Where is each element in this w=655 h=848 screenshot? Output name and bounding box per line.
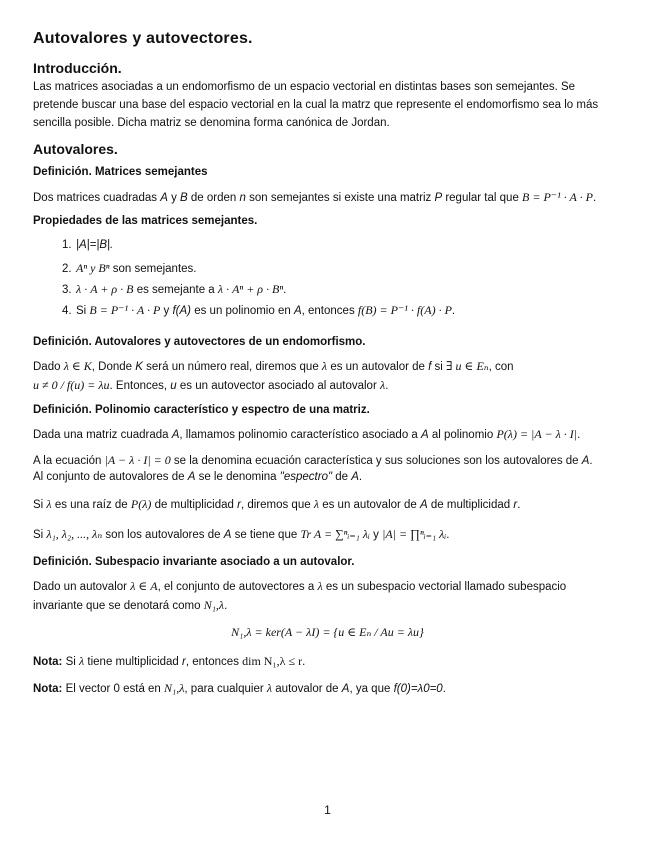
text-span: , para cualquier	[184, 683, 267, 695]
text-span: es un polinomio en	[191, 305, 294, 317]
def-subespacio-line-1	[33, 579, 566, 594]
formula: dim N₁,λ ≤ r	[242, 654, 303, 668]
formula: P(λ)	[130, 497, 152, 511]
var-a: A	[351, 471, 359, 483]
formula: λ	[321, 359, 328, 373]
text-span: es semejante a	[133, 284, 218, 296]
formula: λ ∈ A	[130, 579, 158, 593]
def-polinomio-p4	[33, 497, 520, 512]
def-matrices-semejantes-text	[33, 190, 596, 205]
nota-label: Nota:	[33, 683, 63, 695]
text-span: de orden	[187, 192, 240, 204]
text-span: , Donde	[91, 361, 136, 373]
formula: λ	[46, 497, 52, 511]
formula: λ ∈ K	[63, 359, 92, 373]
text-span: y	[160, 305, 173, 317]
var-a: A	[420, 499, 428, 511]
def-polinomio-p3	[33, 471, 362, 483]
propiedades-heading: Propiedades de las matrices semejantes.	[33, 215, 258, 227]
list-number: 3.	[62, 284, 72, 296]
text-span: , entonces	[185, 656, 243, 668]
formula: f(B) = P⁻¹ · f(A) · P	[357, 303, 452, 317]
var-n: n	[239, 192, 246, 204]
text-span: .	[517, 499, 521, 511]
text-span: f(0)=λ0=0	[393, 683, 443, 695]
text-span: es una raíz de	[51, 499, 131, 511]
formula: B = P⁻¹ · A · P	[89, 303, 161, 317]
var-r: r	[237, 499, 241, 511]
def-matrices-semejantes-heading: Definición. Matrices semejantes	[33, 166, 208, 178]
nota-vector-cero	[33, 681, 446, 696]
formula: ∃ u ∈ Eₙ	[446, 359, 489, 373]
def-polinomio-heading: Definición. Polinomio característico y espectro de una matriz.	[33, 404, 370, 416]
formula: |A| = ∏ⁿᵢ₌₁ λᵢ	[382, 527, 447, 541]
text-span: se le denomina	[195, 471, 280, 483]
page-title: Autovalores y autovectores.	[33, 30, 253, 47]
text-span: .	[589, 455, 593, 467]
text-span: f(A)	[172, 305, 192, 317]
text-span: de multiplicidad	[151, 499, 238, 511]
def-autovalores-line-1	[33, 359, 514, 374]
text-span: |A|=|B|.	[76, 239, 114, 251]
list-number: 2.	[62, 263, 72, 275]
def-autovalores-line-2	[33, 378, 388, 393]
text-span: . Entonces,	[109, 380, 171, 392]
text-span: , el conjunto de autovectores a	[157, 581, 318, 593]
def-polinomio-p1	[33, 427, 580, 442]
list-number: 4.	[62, 305, 72, 317]
text-span: Si	[33, 529, 47, 541]
text-span: es un autovalor de	[319, 499, 421, 511]
text-span: Dado un autovalor	[33, 581, 131, 593]
text-span: .	[577, 429, 581, 441]
formula: λ · Aⁿ + ρ · Bⁿ	[217, 282, 284, 296]
text-span: Si	[33, 499, 47, 511]
text-span: .	[358, 471, 363, 483]
nota-multiplicidad	[33, 654, 305, 669]
formula: |A − λ · I| = 0	[104, 453, 171, 467]
text-span: y	[369, 529, 383, 541]
var-a: A	[223, 529, 232, 541]
intro-heading: Introducción.	[33, 60, 122, 76]
page-number: 1	[324, 803, 331, 817]
text-span: .	[446, 529, 450, 541]
list-item	[62, 239, 113, 251]
var-a: A	[341, 683, 350, 695]
text-span: "espectro"	[279, 471, 333, 483]
text-span: son los autovalores de	[102, 529, 224, 541]
list-item	[62, 261, 196, 276]
def-subespacio-line-2	[33, 598, 227, 613]
var-f: f	[428, 361, 432, 373]
text-span: se tiene que	[231, 529, 301, 541]
var-u: u	[170, 380, 177, 392]
text-span: tiene multiplicidad	[84, 656, 183, 668]
text-span: Dos matrices cuadradas	[33, 192, 161, 204]
formula: N₁,λ	[203, 598, 225, 612]
text-span: , entonces	[301, 305, 358, 317]
text-span: .	[224, 600, 228, 612]
var-a: A	[171, 429, 180, 441]
formula: λ	[379, 378, 386, 392]
formula: P(λ) = |A − λ · I|	[496, 427, 578, 441]
text-span: Al conjunto de autovalores de	[33, 471, 188, 483]
formula: λ	[317, 579, 323, 593]
subespacio-equation: N₁,λ = ker(A − λI) = {u ∈ Eₙ / Au = λu}	[231, 625, 424, 639]
formula: λ	[266, 681, 273, 695]
formula: λ	[79, 654, 85, 668]
formula: λ₁, λ₂, ..., λₙ	[46, 527, 103, 541]
text-span: autovalor de	[272, 683, 342, 695]
var-a: A	[421, 429, 429, 441]
text-span: es un subespacio vectorial llamado subespacio	[322, 581, 567, 593]
autovalores-heading: Autovalores.	[33, 141, 118, 157]
def-autovalores-heading: Definición. Autovalores y autovectores de un endomorfismo.	[33, 336, 366, 348]
def-subespacio-heading: Definición. Subespacio invariante asociado a un autovalor.	[33, 556, 355, 568]
formula: λ	[313, 497, 320, 511]
var-a: A	[581, 455, 590, 467]
text-span: .	[385, 380, 389, 392]
var-a: A	[187, 471, 196, 483]
formula: N₁,λ	[164, 681, 185, 695]
text-span: es un autovector asociado al autovalor	[176, 380, 380, 392]
var-r: r	[182, 656, 186, 668]
formula: Aⁿ y Bⁿ	[76, 261, 110, 275]
formula: λ · A + ρ · B	[76, 282, 134, 296]
text-span: .	[302, 656, 306, 668]
text-span: de multiplicidad	[427, 499, 514, 511]
var-p: P	[434, 192, 443, 204]
text-span: .	[451, 305, 456, 317]
text-span: Si	[76, 305, 90, 317]
text-span: , diremos que	[240, 499, 314, 511]
text-span: El vector 0 está en	[62, 683, 165, 695]
text-span: .	[592, 192, 597, 204]
var-a: A	[293, 305, 302, 317]
list-item	[62, 303, 455, 318]
text-span: si	[431, 361, 447, 373]
text-span: Dada una matriz cuadrada	[33, 429, 172, 441]
def-polinomio-p2	[33, 453, 593, 468]
text-span: .	[442, 683, 446, 695]
text-span: se la denomina ecuación característica y sus soluciones son los autovalores de	[170, 455, 582, 467]
text-span: y	[167, 192, 181, 204]
intro-paragraph: Las matrices asociadas a un endomorfismo de un espacio vectorial en distintas bases son semejantes. Se pretende buscar una base del espacio vectorial en la cual la matrz que represente el endomorfismo sea lo más sencilla posible. Dicha matriz se denomina forma canónica de Jordan.	[33, 81, 599, 129]
text-span: son semejantes.	[109, 263, 197, 275]
text-span: será un número real, diremos que	[142, 361, 322, 373]
text-span: al polinomio	[428, 429, 497, 441]
text-span: , llamamos polinomio característico asociado a	[179, 429, 421, 441]
formula: u ≠ 0 / f(u) = λu	[33, 378, 110, 392]
text-span: regular tal que	[442, 192, 523, 204]
text-span: Si	[62, 656, 80, 668]
var-k: K	[135, 361, 143, 373]
text-span: Dado	[33, 361, 64, 373]
text-span: , ya que	[349, 683, 394, 695]
formula: B = P⁻¹ · A · P	[522, 190, 593, 204]
text-span: son semejantes si existe una matriz	[245, 192, 435, 204]
def-polinomio-p5	[33, 527, 449, 542]
formula: Tr A = ∑ⁿᵢ₌₁ λᵢ	[300, 527, 370, 541]
nota-label: Nota:	[33, 656, 63, 668]
text-span: .	[283, 284, 287, 296]
list-item	[62, 282, 286, 297]
var-b: B	[180, 192, 188, 204]
var-a: A	[160, 192, 168, 204]
text-span: A la ecuación	[33, 455, 105, 467]
text-span: es un autovalor de	[327, 361, 429, 373]
list-number: 1.	[62, 239, 72, 251]
text-span: , con	[488, 361, 514, 373]
var-r: r	[513, 499, 518, 511]
text-span: de	[332, 471, 352, 483]
text-span: invariante que se denotará como	[33, 600, 204, 612]
